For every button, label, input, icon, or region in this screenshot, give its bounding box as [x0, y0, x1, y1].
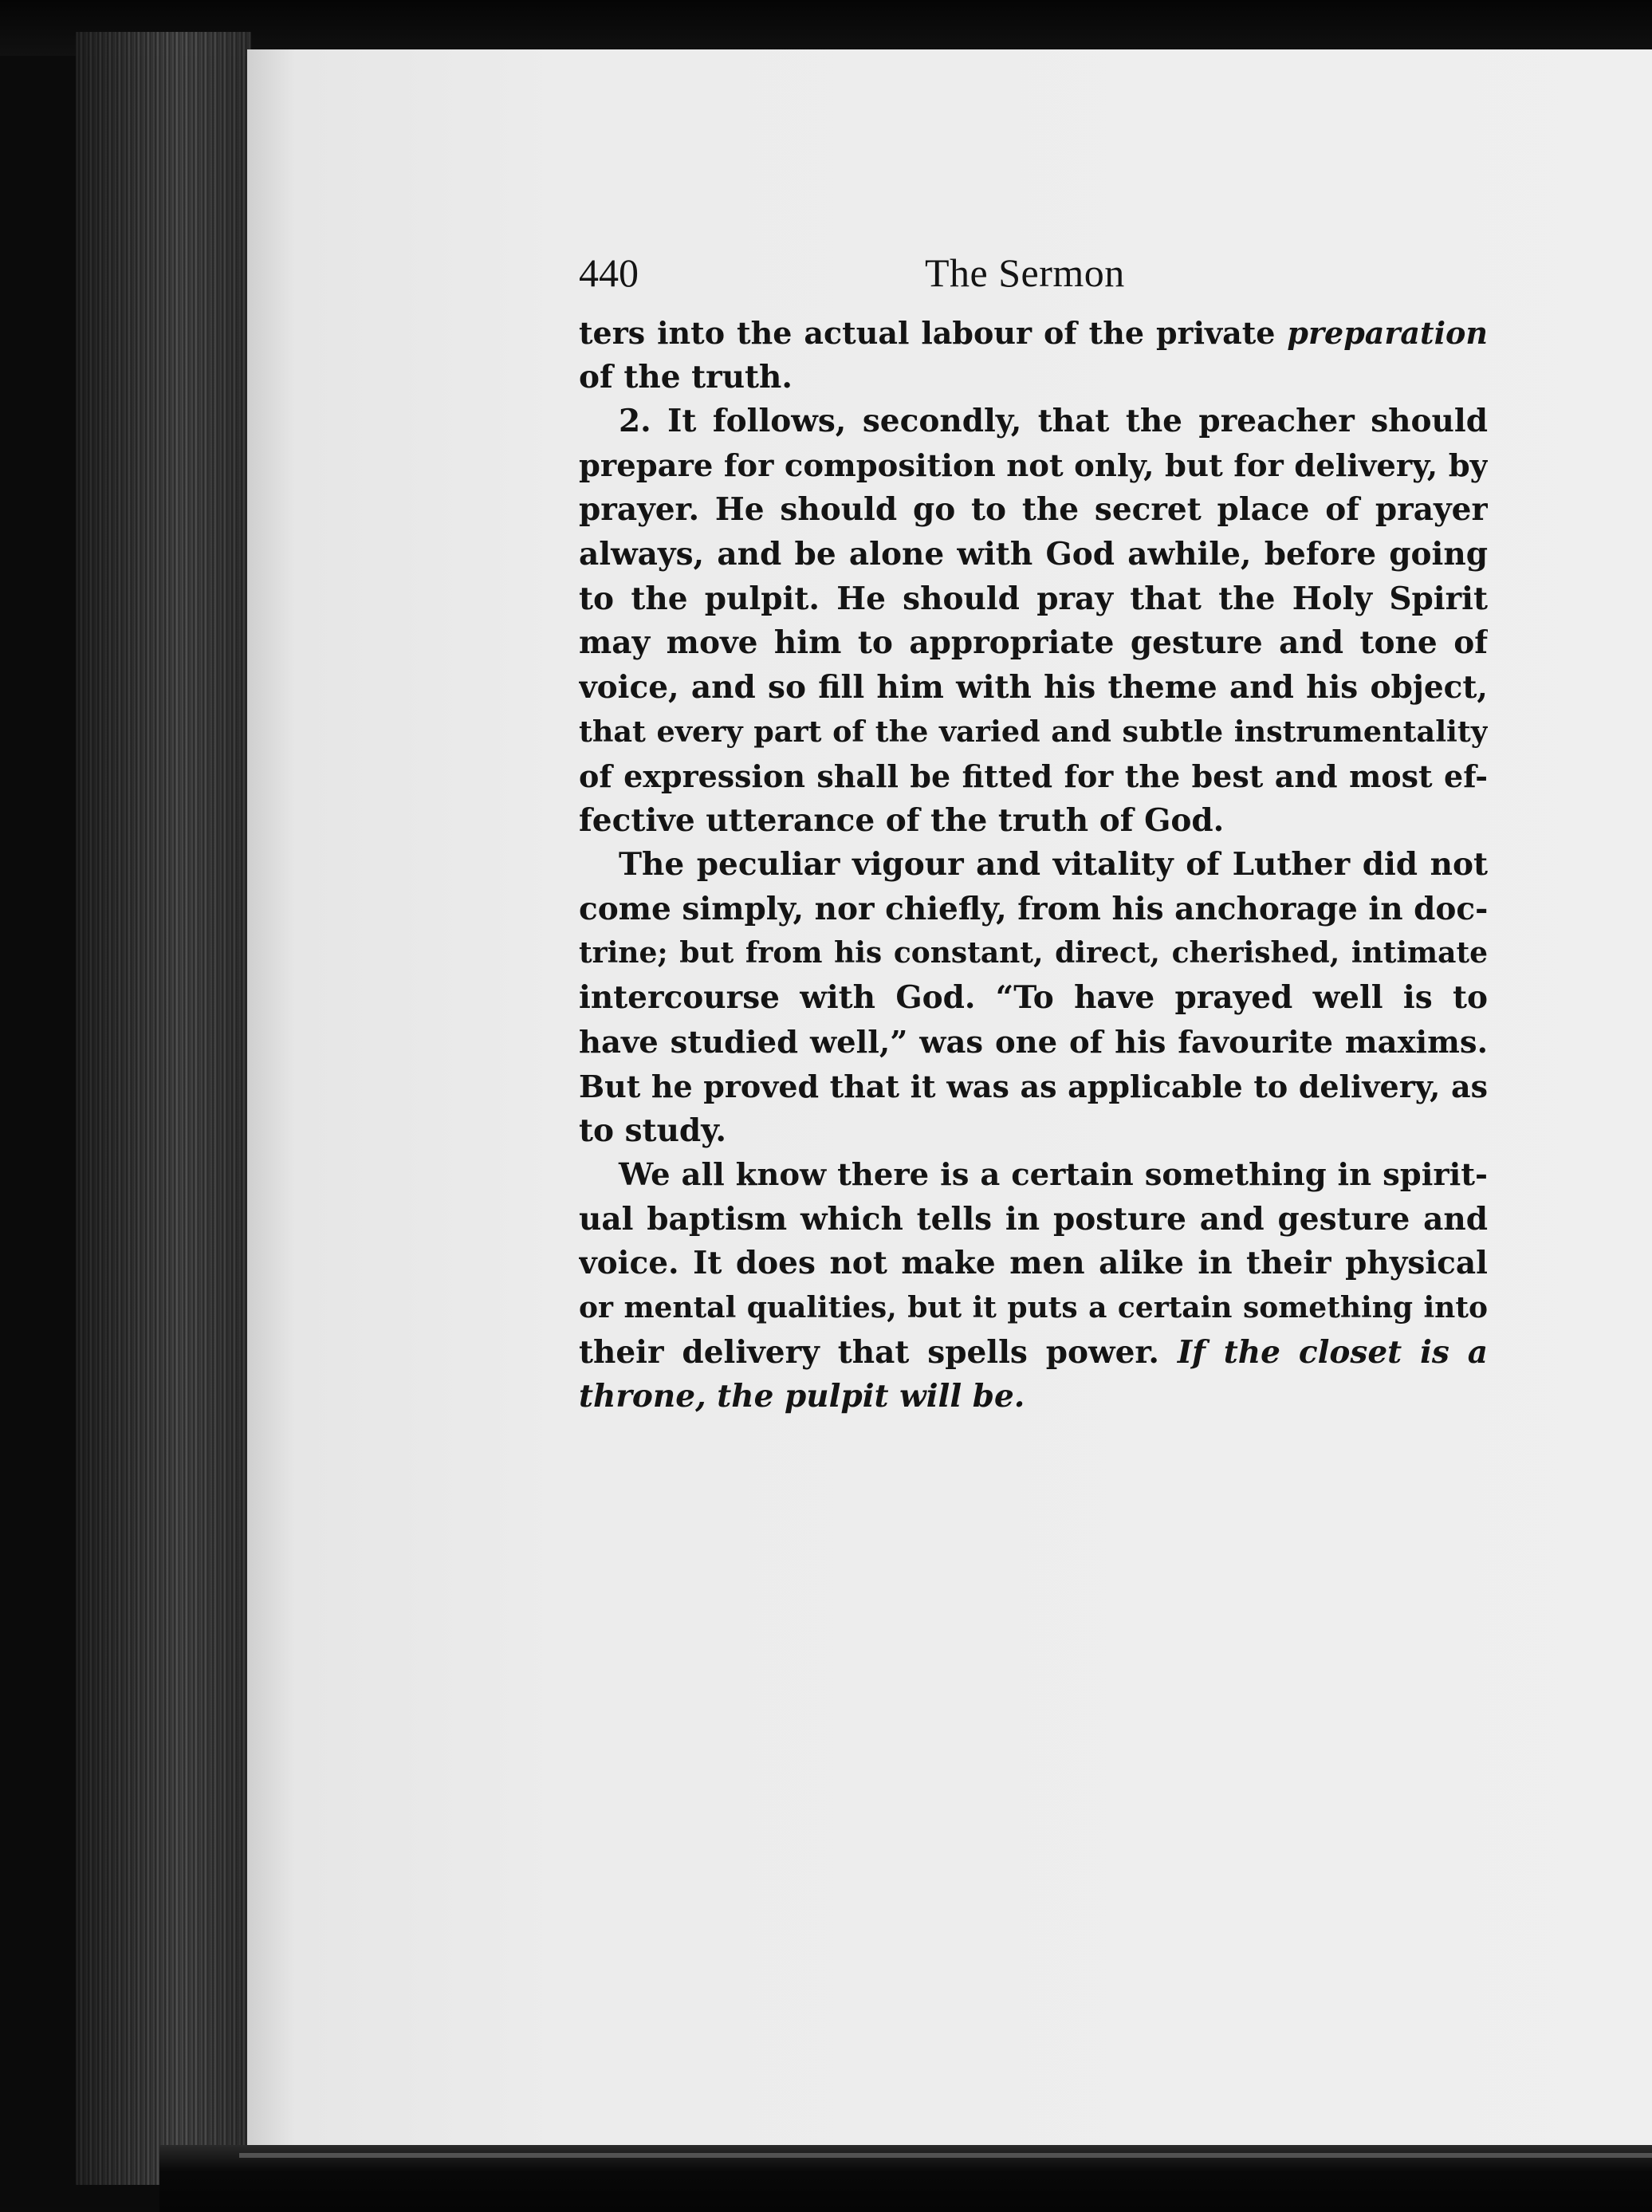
text-line: ual baptism which tells in posture and gesture and	[579, 1200, 1488, 1238]
text-line: always, and be alone with God awhile, before going	[579, 535, 1488, 573]
page-bottom-edge-line	[239, 2153, 1652, 2158]
running-head	[579, 247, 1488, 311]
text-line: that every part of the varied and subtle instrumentality	[579, 714, 1488, 750]
text-line: voice. It does not make men alike in their physical	[579, 1245, 1488, 1282]
text-line: have studied well,” was one of his favourite maxims.	[579, 1024, 1488, 1061]
text-line	[579, 1331, 1488, 1376]
page-number: 440	[579, 250, 639, 295]
text-line: to study.	[579, 1112, 726, 1149]
text-segment: ters into the actual labour of the private	[579, 315, 1288, 351]
text-line: voice, and so fill him with his theme and his object,	[579, 668, 1488, 706]
text-line: trine; but from his constant, direct, cherished, intimate	[579, 936, 1488, 970]
text-line: The peculiar vigour and vitality of Luther did not	[619, 846, 1488, 884]
text-line: may move him to appropriate gesture and tone of	[579, 624, 1488, 662]
text-line: 2. It follows, secondly, that the preacher should	[619, 403, 1488, 440]
text-line: But he proved that it was as applicable to delivery, as	[579, 1069, 1488, 1105]
text-line: fective utterance of the truth of God.	[579, 801, 1225, 839]
text-segment: their delivery that spells power.	[579, 1333, 1178, 1371]
book-edge-shading	[76, 32, 251, 2185]
text-line: prayer. He should go to the secret place of prayer	[579, 491, 1488, 529]
text-line: come simply, nor chiefly, from his anchorage in doc-	[579, 890, 1488, 927]
text-line: throne, the pulpit will be.	[579, 1378, 1025, 1415]
text-line: intercourse with God. “To have prayed well is to	[579, 978, 1488, 1016]
italic-text-segment: If the closet is a	[1177, 1333, 1488, 1371]
text-line: to the pulpit. He should pray that the Holy Spirit	[579, 580, 1488, 617]
text-line: of expression shall be fitted for the best and most ef-	[579, 758, 1488, 794]
italic-text-segment: preparation	[1287, 315, 1488, 351]
text-line: We all know there is a certain something in spirit-	[619, 1157, 1488, 1194]
text-line: of the truth.	[579, 358, 793, 396]
page-text-block	[579, 247, 1488, 1419]
running-title: The Sermon	[925, 250, 1125, 295]
text-line	[579, 311, 1488, 356]
text-line: prepare for composition not only, but for delivery, by	[579, 447, 1488, 484]
text-line: or mental qualities, but it puts a certain something into	[579, 1291, 1488, 1325]
